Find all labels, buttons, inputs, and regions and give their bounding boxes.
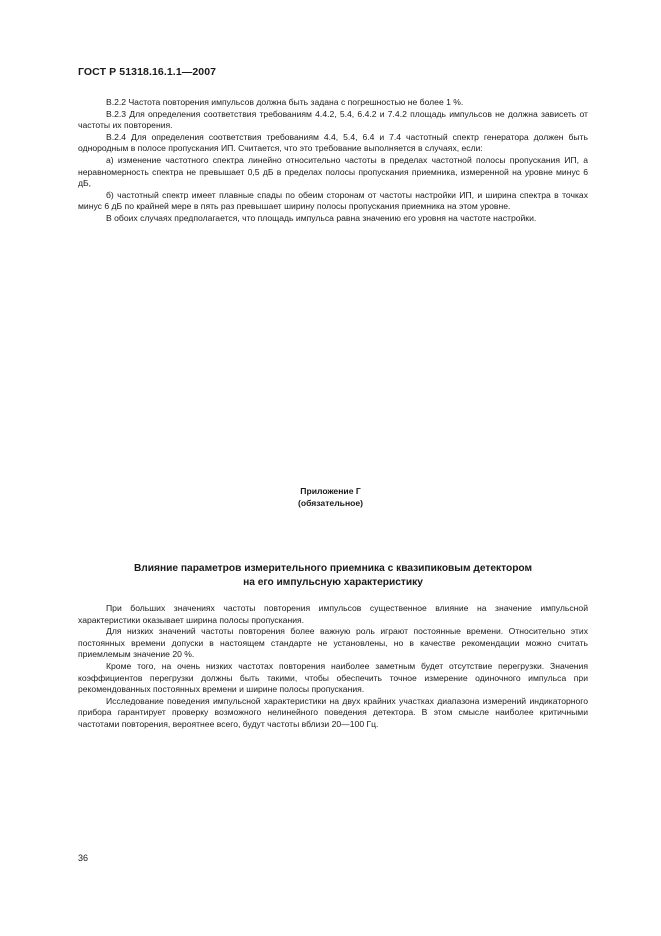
section-b-text: [78, 97, 588, 225]
paragraph: Исследование поведения импульсной характеристики на двух крайних участках диапазона измерений индикаторного прибора гарантирует проверку возможного нелинейного поведения детектора. В этом смысле наиболее критичными частотами повторения, вероятнее всего, будут частоты вблизи 20—100 Гц.: [78, 695, 588, 729]
paragraph: В обоих случаях предполагается, что площадь импульса равна значению его уровня на частоте настройки.: [106, 212, 537, 223]
paragraph: При больших значениях частоты повторения импульсов существенное влияние на значение импульсной характеристики оказывает ширина полосы пропускания.: [78, 603, 588, 625]
paragraph: Для низких значений частоты повторения более важную роль играют постоянные времени. Относительно этих постоянных времени допуски в настоящем стандарте не установлены, но в качестве рекомендации можно считать приемлемым значение 20 %.: [78, 626, 588, 660]
paragraph: В.2.2 Частота повторения импульсов должна быть задана с погрешностью не более 1 %.: [106, 97, 464, 107]
paragraph: б) частотный спектр имеет плавные спады по обеим сторонам от частоты настройки ИП, и ширина спектра в точках минус 6 дБ по крайней мере в пять раз превышает ширину полосы пропускания приемника на этом уровне.: [78, 189, 588, 212]
appendix-label: Приложение Г: [300, 486, 361, 496]
section-g-text: [78, 603, 588, 731]
page-number: 36: [78, 853, 89, 863]
paragraph: Кроме того, на очень низких частотах повторения наиболее заметным будет отсутствие перегрузки. Значения коэффициентов перегрузки должны быть такими, чтобы обеспечить точное измерение одиночного импульса при рекомендованных постоянных времени и ширине полосы пропускания.: [78, 660, 588, 695]
document-header: ГОСТ Р 51318.16.1.1—2007: [78, 66, 217, 78]
appendix-status: (обязательное): [297, 498, 364, 508]
appendix-heading: [0, 485, 661, 509]
paragraph: В.2.3 Для определения соответствия требованиям 4.4.2, 5.4, 6.4.2 и 7.4.2 площадь импульсов не должна зависеть от частоты их повторения.: [78, 108, 588, 131]
appendix-title-line: на его импульсную характеристику: [243, 577, 423, 588]
appendix-title: [78, 562, 588, 590]
paragraph: В.2.4 Для определения соответствия требованиям 4.4, 5.4, 6.4 и 7.4 частотный спектр генератора должен быть однородным в полосе пропускания ИП. Считается, что это требование выполняется в случаях, если:: [78, 131, 588, 154]
appendix-title-line: Влияние параметров измерительного приемника с квазипиковым детектором: [133, 563, 533, 574]
paragraph: а) изменение частотного спектра линейно относительно частоты в пределах частотной полосы пропускания ИП, а неравномерность спектра не превышает 0,5 дБ в пределах полосы пропускания приемника, измеренной на уровне минус 6 дБ,: [78, 154, 588, 189]
